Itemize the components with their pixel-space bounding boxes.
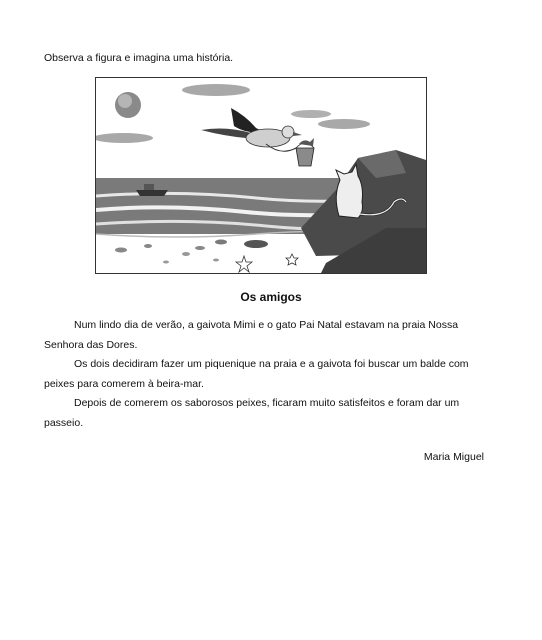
rock-icon — [301, 150, 426, 273]
instruction-text: Observa a figura e imagina uma história. — [44, 52, 234, 64]
story-body — [44, 316, 488, 433]
seagull-icon — [201, 108, 302, 151]
story-paragraph: Os dois decidiram fazer um piquenique na praia e a gaivota foi buscar um balde com peixes para comerem à beira-mar. — [44, 358, 469, 390]
author-name: Maria Miguel — [423, 451, 484, 463]
story-paragraph: Depois de comerem os saborosos peixes, ficaram muito satisfeitos e foram dar um passeio. — [44, 397, 460, 429]
beach-scene-illustration — [95, 77, 427, 274]
sun-icon — [115, 92, 141, 118]
story-title: Os amigos — [240, 290, 302, 304]
story-paragraph: Num lindo dia de verão, a gaivota Mimi e o gato Pai Natal estavam na praia Nossa Senhora das Dores. — [44, 319, 459, 351]
fish-icon — [299, 138, 314, 146]
bucket-icon — [296, 143, 314, 166]
